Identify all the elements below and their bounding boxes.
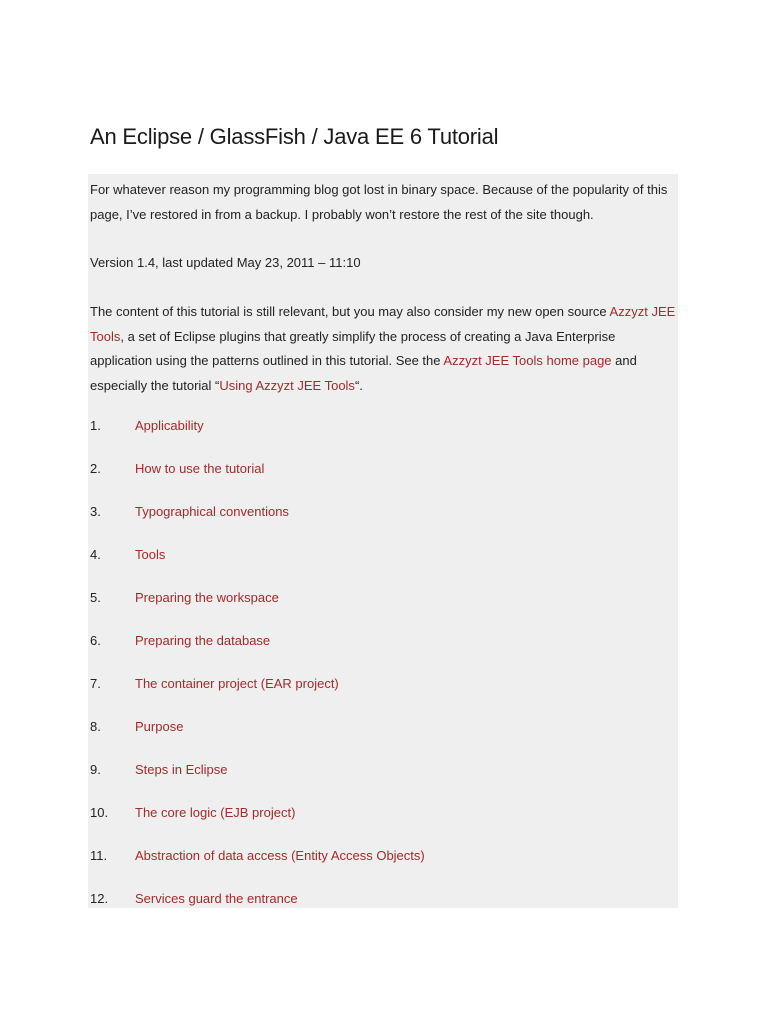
toc-link-preparing-workspace[interactable]: Preparing the workspace xyxy=(135,590,279,605)
toc-link-data-access[interactable]: Abstraction of data access (Entity Access Objects) xyxy=(135,848,425,863)
version-paragraph: Version 1.4, last updated May 23, 2011 – 11:10 xyxy=(90,255,361,270)
toc-link-core-logic[interactable]: The core logic (EJB project) xyxy=(135,805,296,820)
toc-item xyxy=(90,588,650,608)
toc-number: 8. xyxy=(90,719,101,734)
relevance-paragraph xyxy=(90,300,676,398)
toc-number: 2. xyxy=(90,461,101,476)
toc-number: 1. xyxy=(90,418,101,433)
relevance-text-3: and especially the tutorial “ xyxy=(90,353,637,393)
azzyzt-home-page-link[interactable]: Azzyzt JEE Tools home page xyxy=(443,353,612,368)
toc-item xyxy=(90,502,650,522)
toc-item xyxy=(90,717,650,737)
toc-item xyxy=(90,545,650,565)
page-title: An Eclipse / GlassFish / Java EE 6 Tutorial xyxy=(90,124,499,149)
toc-link-tools[interactable]: Tools xyxy=(135,547,166,562)
relevance-text-4: “. xyxy=(354,377,363,393)
article-content xyxy=(88,174,678,908)
toc-link-applicability[interactable]: Applicability xyxy=(135,418,204,433)
toc-number: 12. xyxy=(90,891,109,906)
toc-item xyxy=(90,889,650,908)
toc-item xyxy=(90,416,650,436)
toc-link-how-to-use[interactable]: How to use the tutorial xyxy=(135,461,265,476)
toc-number: 3. xyxy=(90,504,101,519)
toc-item xyxy=(90,803,650,823)
toc-number: 11. xyxy=(90,848,108,863)
using-azzyzt-tutorial-link[interactable]: Using Azzyzt JEE Tools xyxy=(219,377,355,393)
toc-item xyxy=(90,760,650,780)
toc-item xyxy=(90,674,650,694)
toc-number: 7. xyxy=(90,676,101,691)
azzyzt-jee-tools-link[interactable]: Azzyzt JEE Tools xyxy=(90,304,676,344)
toc-number: 10. xyxy=(90,805,109,820)
toc-link-services-guard[interactable]: Services guard the entrance xyxy=(135,891,298,906)
relevance-text-1: The content of this tutorial is still relevant, but you may also consider my new open source xyxy=(90,304,610,319)
toc-link-preparing-database[interactable]: Preparing the database xyxy=(135,633,271,648)
toc-item xyxy=(90,846,650,866)
toc-link-steps-in-eclipse[interactable]: Steps in Eclipse xyxy=(135,762,228,777)
intro-paragraph: For whatever reason my programming blog got lost in binary space. Because of the popularity of this page, I’ve restored in from a backup. I probably won’t restore the rest of the site though. xyxy=(90,182,668,222)
toc-link-purpose[interactable]: Purpose xyxy=(135,719,184,734)
relevance-text-2: , a set of Eclipse plugins that greatly simplify the process of creating a Java Enterprise application using the patterns outlined in this tutorial. See the xyxy=(90,328,616,368)
toc-link-typographical-conventions[interactable]: Typographical conventions xyxy=(135,504,289,519)
toc-number: 6. xyxy=(90,633,101,648)
toc-number: 9. xyxy=(90,762,101,777)
toc-number: 5. xyxy=(90,590,101,605)
toc-item xyxy=(90,459,650,479)
toc-item xyxy=(90,631,650,651)
toc-link-container-project[interactable]: The container project (EAR project) xyxy=(135,676,339,691)
toc-number: 4. xyxy=(90,547,101,562)
